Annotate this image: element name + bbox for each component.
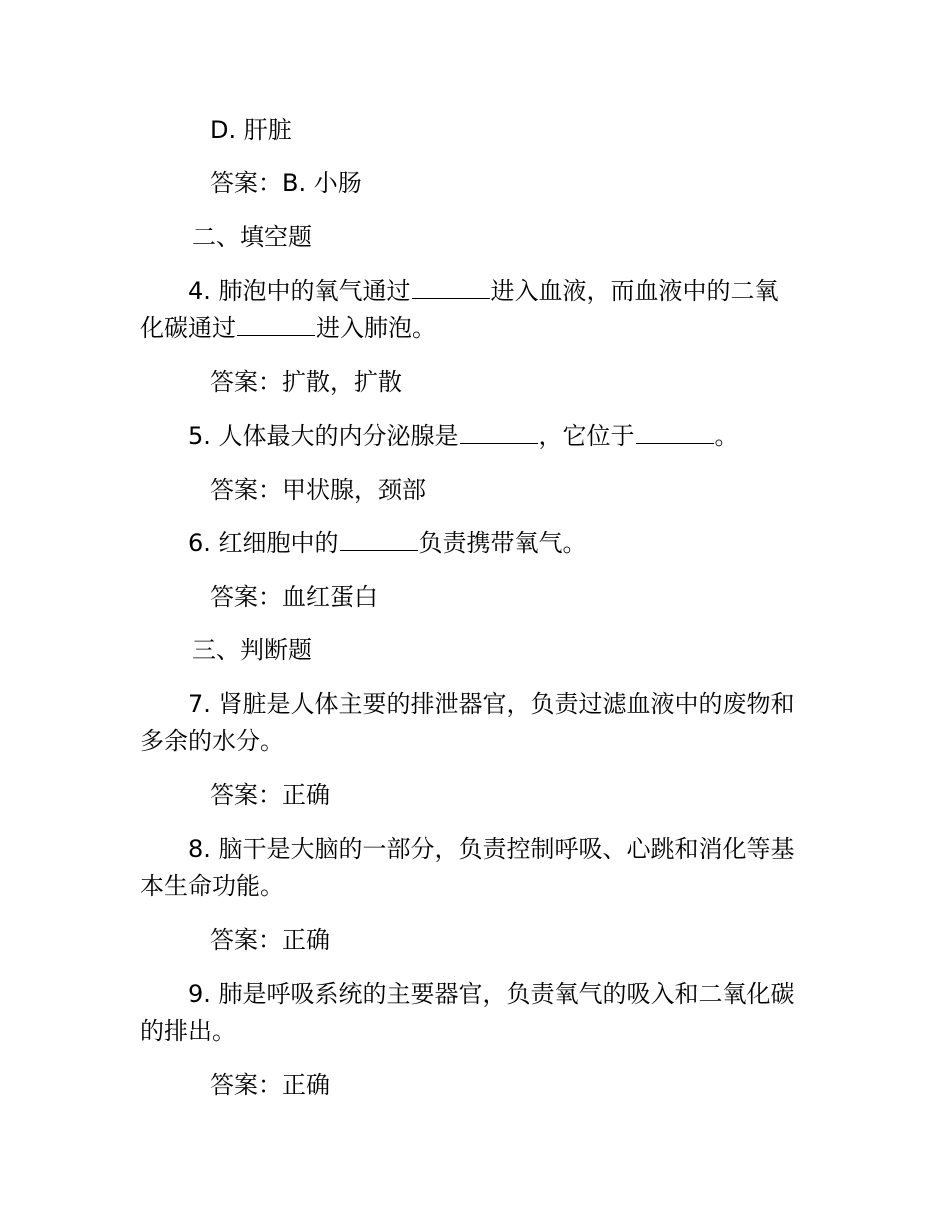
answer-q5: 答案：甲状腺，颈部 [210, 476, 426, 504]
question-7-line-2: 多余的水分。 [140, 727, 284, 755]
answer-q8: 答案：正确 [210, 926, 330, 954]
question-6-text-b: 负责携带氧气。 [418, 529, 587, 557]
question-4-text-c: 化碳通过 [140, 314, 236, 342]
answer-q6: 答案：血红蛋白 [210, 583, 378, 611]
question-9-line-1: 9. 肺是呼吸系统的主要器官，负责氧气的吸入和二氧化碳 [188, 980, 795, 1008]
answer-q7: 答案：正确 [210, 781, 330, 809]
option-d: D. 肝脏 [210, 116, 292, 144]
question-8-line-1: 8. 脑干是大脑的一部分，负责控制呼吸、心跳和消化等基 [188, 835, 795, 863]
question-8-line-2: 本生命功能。 [140, 872, 284, 900]
answer-q3: 答案：B. 小肠 [210, 169, 362, 197]
question-9-line-2: 的排出。 [140, 1017, 236, 1045]
question-4-text-d: 进入肺泡。 [316, 314, 436, 342]
answer-q4: 答案：扩散，扩散 [210, 368, 402, 396]
question-5-text-a: 5. 人体最大的内分泌腺是 [188, 422, 459, 450]
section-heading-true-false: 三、判断题 [192, 636, 312, 664]
question-4-text-a: 4. 肺泡中的氧气通过 [188, 277, 411, 305]
blank-line [636, 421, 714, 444]
question-5-text-c: 。 [714, 422, 739, 450]
question-7-line-1: 7. 肾脏是人体主要的排泄器官，负责过滤血液中的废物和 [188, 690, 795, 718]
question-5-text-b: ，它位于 [538, 422, 635, 450]
blank-line [460, 421, 538, 444]
answer-q9: 答案：正确 [210, 1071, 330, 1099]
question-4-line-2 [140, 313, 436, 343]
blank-line [412, 276, 490, 299]
question-6 [188, 528, 587, 558]
blank-line [340, 528, 418, 551]
question-4-line-1 [188, 276, 779, 306]
question-6-text-a: 6. 红细胞中的 [188, 529, 339, 557]
question-5 [188, 421, 739, 451]
section-heading-fill-in: 二、填空题 [192, 223, 312, 251]
question-4-text-b: 进入血液，而血液中的二氧 [490, 277, 779, 305]
blank-line [237, 313, 315, 336]
